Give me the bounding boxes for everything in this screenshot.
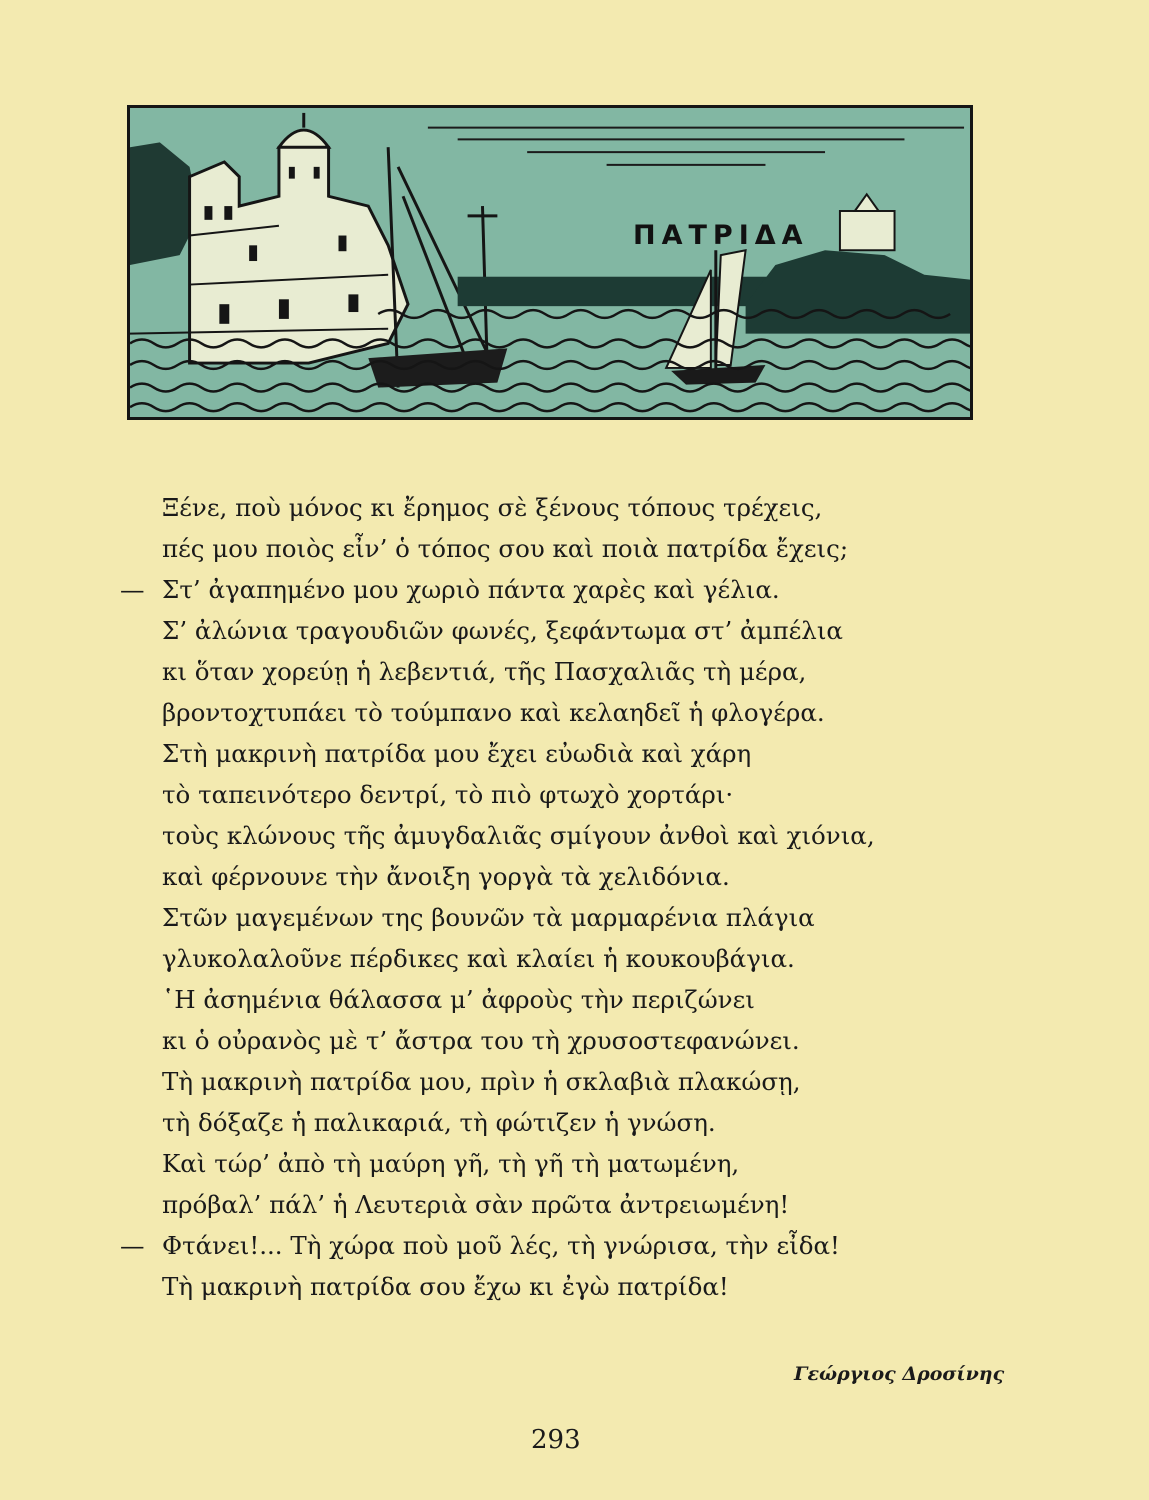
dialogue-dash: — (120, 575, 145, 604)
poem-line: Τὴ μακρινὴ πατρίδα μου, πρὶν ἡ σκλαβιὰ πλακώσῃ, (162, 1067, 801, 1096)
poem-line: τὸ ταπεινότερο δεντρί, τὸ πιὸ φτωχὸ χορτάρι· (162, 780, 734, 809)
poem-line: Τὴ μακρινὴ πατρίδα σου ἔχω κι ἐγὼ πατρίδα! (162, 1272, 729, 1301)
poem-line: πές μου ποιὸς εἶν’ ὁ τόπος σου καὶ ποιὰ πατρίδα ἔχεις; (162, 534, 849, 563)
poem-line: Σ’ ἀλώνια τραγουδιῶν φωνές, ξεφάντωμα στ’ ἀμπέλια (162, 616, 843, 645)
poem-line: κι ὁ οὐρανὸς μὲ τ’ ἄστρα του τὴ χρυσοστεφανώνει. (162, 1026, 800, 1055)
author-name: Γεώργιος Δροσίνης (794, 1363, 1005, 1385)
poem-line: Φτάνει!... Τὴ χώρα ποὺ μοῦ λές, τὴ γνώρισα, τὴν εἶδα! (162, 1231, 840, 1260)
poem-line: τοὺς κλώνους τῆς ἀμυγδαλιᾶς σμίγουν ἀνθοὶ καὶ χιόνια, (162, 821, 875, 850)
poem-line: βροντοχτυπάει τὸ τούμπανο καὶ κελαηδεῖ ἡ φλογέρα. (162, 698, 825, 727)
harbor-illustration (127, 105, 973, 420)
dialogue-dash: — (120, 1231, 145, 1260)
poem-line: Στὴ μακρινὴ πατρίδα μου ἔχει εὐωδιὰ καὶ χάρη (162, 739, 752, 768)
poem-line: Στ’ ἀγαπημένο μου χωριὸ πάντα χαρὲς καὶ γέλια. (162, 575, 780, 604)
poem-line: κι ὅταν χορεύῃ ἡ λεβεντιά, τῆς Πασχαλιᾶς τὴ μέρα, (162, 657, 807, 686)
page-number: 293 (531, 1425, 581, 1455)
poem-line: ῾Η ἀσημένια θάλασσα μ’ ἀφροὺς τὴν περιζώνει (162, 985, 755, 1014)
poem-line: Καὶ τώρ’ ἀπὸ τὴ μαύρη γῆ, τὴ γῆ τὴ ματωμένη, (162, 1149, 740, 1178)
poem-line: πρόβαλ’ πάλ’ ἡ Λευτεριὰ σὰν πρῶτα ἀντρειωμένη! (162, 1190, 790, 1219)
harbor-engraving-image (130, 108, 970, 417)
poem-line: τὴ δόξαζε ἡ παλικαριά, τὴ φώτιζεν ἡ γνώση. (162, 1108, 716, 1137)
poem-line: καὶ φέρνουνε τὴν ἄνοιξη γοργὰ τὰ χελιδόνια. (162, 862, 730, 891)
poem-line: Ξένε, ποὺ μόνος κι ἔρημος σὲ ξένους τόπους τρέχεις, (162, 493, 823, 522)
poem-title: ΠΑΤΡΙΔΑ (633, 220, 809, 251)
poem-line: γλυκολαλοῦνε πέρδικες καὶ κλαίει ἡ κουκουβάγια. (162, 944, 795, 973)
poem-line: Στῶν μαγεμένων της βουνῶν τὰ μαρμαρένια πλάγια (162, 903, 815, 932)
